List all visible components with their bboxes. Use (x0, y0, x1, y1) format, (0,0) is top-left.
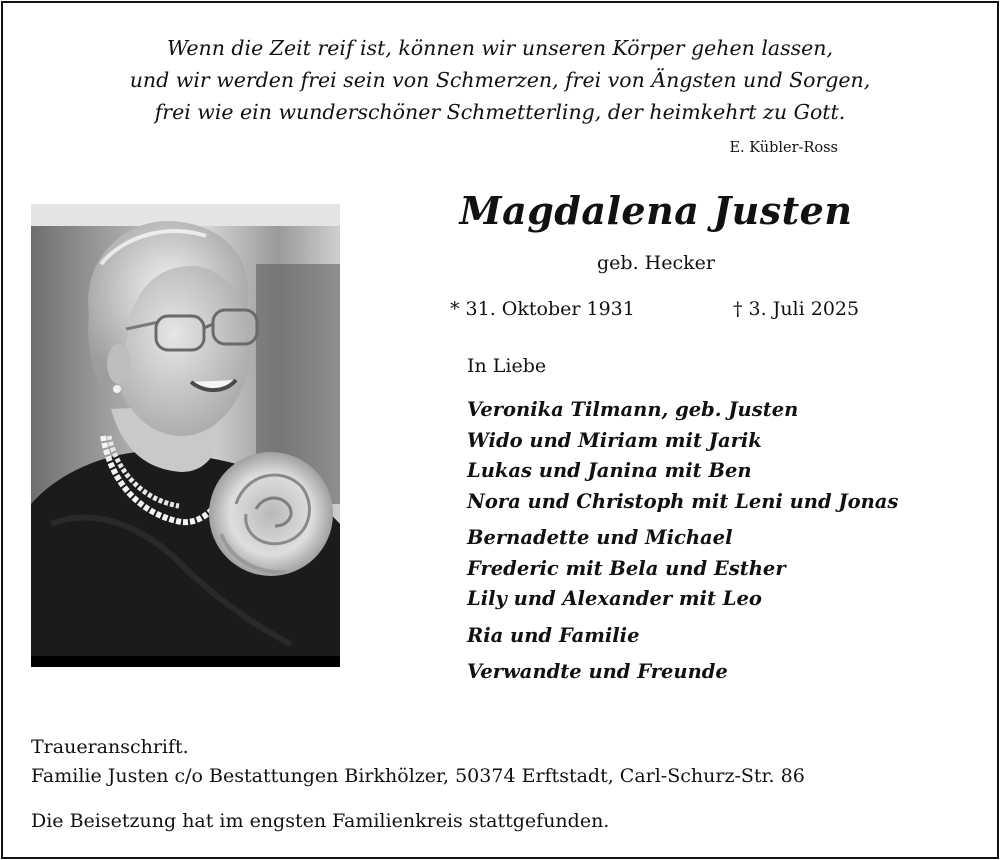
mourner-line: Nora und Christoph mit Leni und Jonas (467, 489, 899, 513)
mourner-group (467, 395, 987, 517)
mourner-line: Bernadette und Michael (467, 526, 733, 549)
portrait-photo (31, 204, 340, 667)
mourner-group (467, 657, 987, 688)
burial-note: Die Beisetzung hat im engsten Familienkreis stattgefunden. (31, 810, 610, 832)
quote-author: E. Kübler-Ross (729, 140, 838, 156)
deceased-name: Magdalena Justen (459, 188, 853, 233)
mourner-group (467, 621, 987, 652)
mourner-line: Verwandte und Freunde (467, 660, 728, 683)
mourners-list (467, 395, 987, 694)
birth-date: * 31. Oktober 1931 (450, 298, 635, 320)
mourning-address-label: Traueranschrift. (31, 736, 189, 758)
mourning-address (31, 733, 805, 791)
mourner-line: Lukas und Janina mit Ben (467, 459, 752, 482)
quote-line: und wir werden frei sein von Schmerzen, frei von Ängsten und Sorgen, (129, 68, 871, 92)
mourner-line: Wido und Miriam mit Jarik (467, 428, 762, 452)
mourner-line: Ria und Familie (467, 623, 640, 647)
quote (0, 32, 1000, 128)
mourning-address-line: Familie Justen c/o Bestattungen Birkhölzer, 50374 Erftstadt, Carl-Schurz-Str. 86 (31, 765, 805, 787)
mourner-line: Veronika Tilmann, geb. Justen (467, 398, 799, 421)
quote-line: frei wie ein wunderschöner Schmetterling, der heimkehrt zu Gott. (154, 100, 846, 124)
in-love-label: In Liebe (467, 355, 547, 377)
mourner-line: Frederic mit Bela und Esther (467, 556, 786, 580)
birth-name: geb. Hecker (597, 252, 715, 274)
death-date: † 3. Juli 2025 (733, 298, 860, 320)
quote-line: Wenn die Zeit reif ist, können wir unseren Körper gehen lassen, (166, 36, 833, 60)
mourner-group (467, 523, 987, 615)
mourner-line: Lily und Alexander mit Leo (467, 587, 762, 610)
